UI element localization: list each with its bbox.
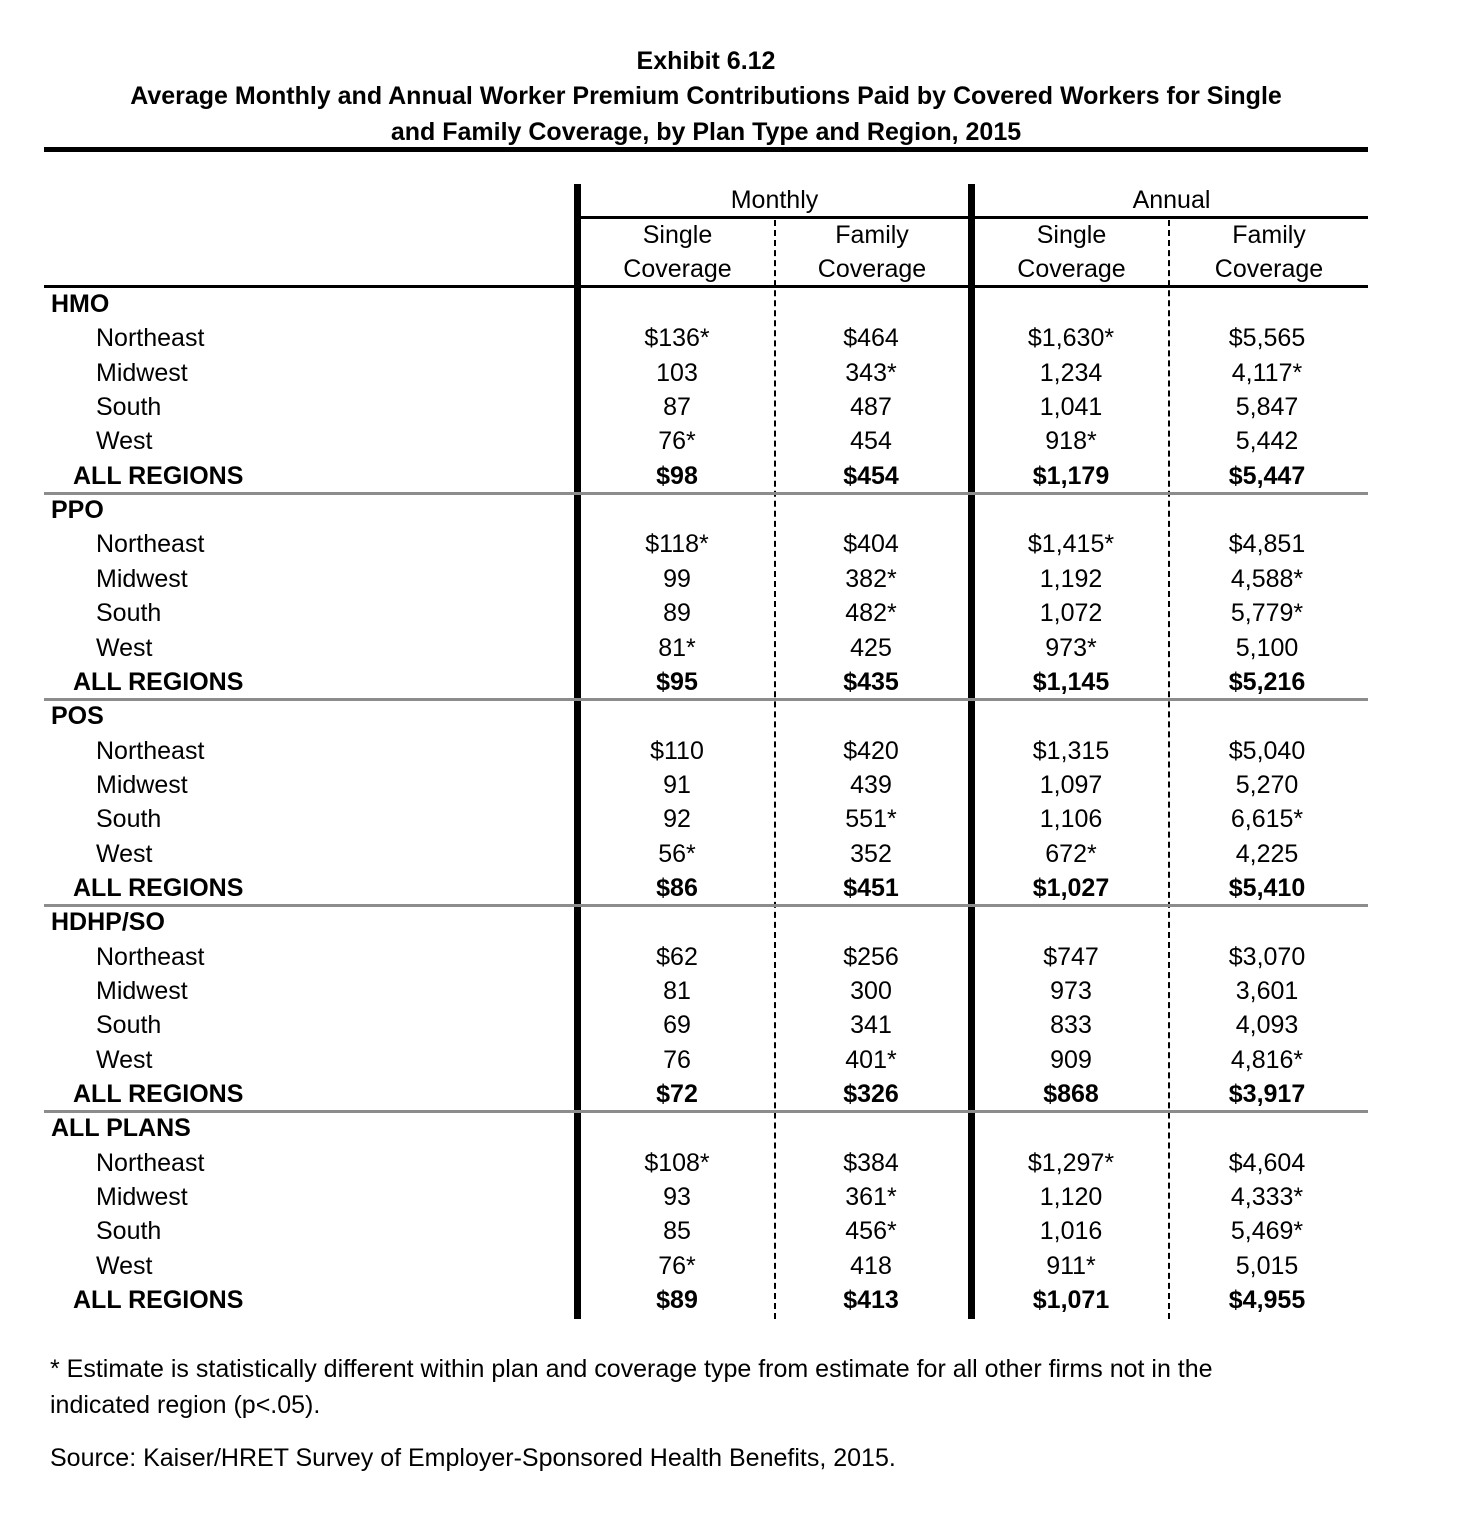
- table-row-group-header: [44, 287, 1368, 321]
- value-cell: $1,145: [1032, 667, 1110, 696]
- exhibit-number: Exhibit 6.12: [636, 47, 776, 75]
- table-row-region: [44, 940, 1368, 974]
- value-cell: 5,469*: [1230, 1217, 1304, 1246]
- value-cell: $4,955: [1228, 1286, 1306, 1315]
- table-row-region: [44, 802, 1368, 836]
- value-cell: $5,216: [1228, 667, 1306, 696]
- value-cell: 418: [850, 1251, 892, 1280]
- plan-type-label: HDHP/SO: [51, 908, 165, 937]
- value-cell: 92: [663, 805, 691, 834]
- value-cell: $1,315: [1032, 736, 1110, 765]
- region-label: Northeast: [96, 324, 205, 353]
- header-monthly-single: [581, 218, 774, 286]
- value-cell: 833: [1050, 1011, 1092, 1040]
- value-cell: 5,779*: [1230, 599, 1304, 628]
- value-cell: 909: [1050, 1045, 1092, 1074]
- value-cell: 76: [663, 1045, 691, 1074]
- value-cell: 85: [663, 1217, 691, 1246]
- all-regions-label: ALL REGIONS: [73, 873, 244, 902]
- header-family-line-2: Coverage: [817, 255, 927, 283]
- value-cell: $1,027: [1032, 873, 1110, 902]
- value-cell: 93: [663, 1183, 691, 1212]
- region-label: Midwest: [96, 770, 188, 799]
- value-cell: 911*: [1046, 1251, 1096, 1280]
- region-label: West: [96, 1045, 153, 1074]
- region-label: Midwest: [96, 1183, 188, 1212]
- region-label: South: [96, 599, 162, 628]
- value-cell: 551*: [845, 805, 897, 834]
- plan-type-label: PPO: [51, 496, 104, 525]
- value-cell: 4,093: [1235, 1011, 1299, 1040]
- all-regions-label: ALL REGIONS: [73, 667, 244, 696]
- table-row-region: [44, 321, 1368, 355]
- table-row-all-regions: [44, 1077, 1368, 1111]
- value-cell: 81: [663, 977, 691, 1005]
- value-cell: 3,601: [1235, 977, 1299, 1005]
- table-row-group-header: [44, 905, 1368, 939]
- table-row-all-regions: [44, 459, 1368, 493]
- value-cell: $420: [843, 736, 899, 765]
- table-row-region: [44, 527, 1368, 561]
- header-single-line-1: Single: [642, 221, 713, 249]
- significance-footnote: [50, 1351, 1360, 1423]
- region-label: West: [96, 839, 153, 868]
- header-annual-family: [1170, 218, 1368, 286]
- table-row-region: [44, 974, 1368, 1008]
- value-cell: 401*: [845, 1045, 897, 1074]
- all-regions-label: ALL REGIONS: [73, 461, 244, 490]
- value-cell: 361*: [845, 1183, 897, 1212]
- header-single-line-2: Coverage: [1017, 255, 1126, 283]
- value-cell: $89: [656, 1286, 698, 1315]
- plan-type-label: POS: [51, 702, 104, 731]
- value-cell: $454: [843, 461, 899, 490]
- region-label: Northeast: [96, 942, 205, 971]
- table-row-all-regions: [44, 665, 1368, 699]
- table-row-group-header: [44, 493, 1368, 527]
- table-row-region: [44, 1214, 1368, 1248]
- header-annual: Annual: [1132, 186, 1211, 214]
- exhibit-title-line-1: Average Monthly and Annual Worker Premium Contributions Paid by Covered Workers for Single: [130, 82, 1282, 110]
- value-cell: 89: [663, 599, 691, 628]
- value-cell: 1,097: [1039, 770, 1103, 799]
- value-cell: 4,333*: [1230, 1183, 1304, 1212]
- plan-type-label: ALL PLANS: [51, 1114, 191, 1143]
- exhibit-title-line-2: and Family Coverage, by Plan Type and Region, 2015: [390, 118, 1022, 146]
- value-cell: 5,847: [1235, 393, 1299, 422]
- footnote-line-2: indicated region (p<.05).: [50, 1391, 321, 1419]
- value-cell: 69: [663, 1011, 691, 1040]
- value-cell: $384: [843, 1148, 899, 1177]
- value-cell: $1,179: [1032, 461, 1110, 490]
- value-cell: 341: [850, 1011, 892, 1040]
- header-single-line-1: Single: [1036, 221, 1107, 249]
- value-cell: 1,234: [1039, 358, 1103, 387]
- value-cell: $95: [656, 667, 698, 696]
- header-family-line-1: Family: [835, 221, 909, 249]
- value-cell: 1,192: [1039, 564, 1103, 593]
- header-monthly: Monthly: [730, 186, 819, 214]
- table-row-region: [44, 1146, 1368, 1180]
- value-cell: $108*: [644, 1148, 710, 1177]
- value-cell: $5,447: [1228, 461, 1306, 490]
- value-cell: $1,297*: [1027, 1148, 1115, 1177]
- header-family-line-1: Family: [1232, 221, 1306, 249]
- value-cell: 1,106: [1039, 805, 1103, 834]
- value-cell: $326: [843, 1080, 899, 1109]
- header-single-line-2: Coverage: [623, 255, 732, 283]
- value-cell: $404: [843, 530, 899, 559]
- region-label: South: [96, 805, 162, 834]
- value-cell: $1,071: [1032, 1286, 1110, 1315]
- value-cell: 973: [1050, 977, 1092, 1005]
- value-cell: $1,630*: [1027, 324, 1115, 353]
- value-cell: 918*: [1045, 427, 1097, 456]
- value-cell: 973*: [1045, 633, 1097, 662]
- region-label: South: [96, 1217, 162, 1246]
- value-cell: $98: [656, 461, 698, 490]
- value-cell: $464: [843, 324, 899, 353]
- value-cell: $4,851: [1228, 530, 1306, 559]
- table-row-all-regions: [44, 871, 1368, 905]
- table-row-region: [44, 631, 1368, 665]
- value-cell: $136*: [644, 324, 710, 353]
- value-cell: $1,415*: [1027, 530, 1115, 559]
- value-cell: $5,040: [1228, 736, 1306, 765]
- table-row-region: [44, 424, 1368, 458]
- value-cell: $72: [656, 1080, 698, 1109]
- table-row-region: [44, 1043, 1368, 1077]
- value-cell: $62: [656, 942, 698, 971]
- value-cell: $747: [1043, 942, 1099, 971]
- value-cell: 439: [850, 770, 892, 799]
- value-cell: 1,072: [1039, 599, 1103, 628]
- value-cell: 382*: [845, 564, 897, 593]
- source-note: Source: Kaiser/HRET Survey of Employer-Sponsored Health Benefits, 2015.: [50, 1444, 896, 1472]
- value-cell: 672*: [1045, 839, 1097, 868]
- region-label: South: [96, 393, 162, 422]
- value-cell: 454: [850, 427, 892, 456]
- table-row-group-header: [44, 699, 1368, 733]
- header-monthly-family: [776, 218, 968, 286]
- value-cell: $86: [656, 873, 698, 902]
- value-cell: 5,270: [1235, 770, 1299, 799]
- value-cell: 99: [663, 564, 691, 593]
- all-regions-label: ALL REGIONS: [73, 1286, 244, 1315]
- value-cell: 1,041: [1039, 393, 1103, 422]
- header-family-line-2: Coverage: [1214, 255, 1324, 283]
- value-cell: 4,588*: [1230, 564, 1304, 593]
- value-cell: $5,565: [1228, 324, 1306, 353]
- region-label: Northeast: [96, 1148, 205, 1177]
- value-cell: 1,016: [1039, 1217, 1103, 1246]
- region-label: South: [96, 1011, 162, 1040]
- value-cell: 5,100: [1235, 633, 1299, 662]
- value-cell: 487: [850, 393, 892, 422]
- value-cell: 87: [663, 393, 691, 422]
- value-cell: 5,015: [1235, 1251, 1299, 1280]
- value-cell: 76*: [658, 1251, 696, 1280]
- value-cell: 6,615*: [1230, 805, 1304, 834]
- table-row-region: [44, 837, 1368, 871]
- footnote-line-1: * Estimate is statistically different within plan and coverage type from estimate for all other firms not in the: [50, 1355, 1213, 1383]
- region-label: West: [96, 633, 153, 662]
- value-cell: 4,225: [1235, 839, 1299, 868]
- value-cell: $413: [843, 1286, 899, 1315]
- value-cell: 91: [663, 770, 691, 799]
- value-cell: $435: [843, 667, 899, 696]
- value-cell: $3,070: [1228, 942, 1306, 971]
- value-cell: 425: [850, 633, 892, 662]
- region-label: Midwest: [96, 977, 188, 1005]
- region-label: Northeast: [96, 736, 205, 765]
- table-row-region: [44, 1249, 1368, 1283]
- value-cell: $256: [843, 942, 899, 971]
- value-cell: $868: [1043, 1080, 1099, 1109]
- region-label: Northeast: [96, 530, 205, 559]
- value-cell: $5,410: [1228, 873, 1306, 902]
- value-cell: $118*: [645, 530, 709, 559]
- region-label: Midwest: [96, 358, 188, 387]
- value-cell: 76*: [658, 427, 696, 456]
- value-cell: 5,442: [1235, 427, 1299, 456]
- table-row-group-header: [44, 1111, 1368, 1145]
- table-row-region: [44, 356, 1368, 390]
- value-cell: 300: [850, 977, 892, 1005]
- value-cell: 1,120: [1039, 1183, 1103, 1212]
- value-cell: 482*: [845, 599, 897, 628]
- value-cell: 56*: [658, 839, 696, 868]
- value-cell: 4,816*: [1230, 1045, 1304, 1074]
- table-row-region: [44, 734, 1368, 768]
- value-cell: $4,604: [1228, 1148, 1306, 1177]
- value-cell: 81*: [658, 633, 696, 662]
- value-cell: 103: [656, 358, 698, 387]
- value-cell: 343*: [845, 358, 897, 387]
- region-label: West: [96, 1251, 153, 1280]
- value-cell: 4,117*: [1231, 358, 1303, 387]
- region-label: Midwest: [96, 564, 188, 593]
- table-row-region: [44, 562, 1368, 596]
- region-label: West: [96, 427, 153, 456]
- plan-type-label: HMO: [51, 290, 110, 318]
- premium-table: [44, 0, 1368, 1532]
- table-row-region: [44, 1180, 1368, 1214]
- table-row-region: [44, 1008, 1368, 1042]
- table-row-region: [44, 390, 1368, 424]
- value-cell: $451: [843, 873, 899, 902]
- value-cell: $110: [650, 736, 704, 765]
- value-cell: $3,917: [1228, 1080, 1306, 1109]
- value-cell: 352: [850, 839, 892, 868]
- table-row-region: [44, 596, 1368, 630]
- table-row-region: [44, 768, 1368, 802]
- header-annual-single: [975, 218, 1168, 286]
- all-regions-label: ALL REGIONS: [73, 1080, 244, 1109]
- value-cell: 456*: [845, 1217, 897, 1246]
- table-row-all-regions: [44, 1283, 1368, 1317]
